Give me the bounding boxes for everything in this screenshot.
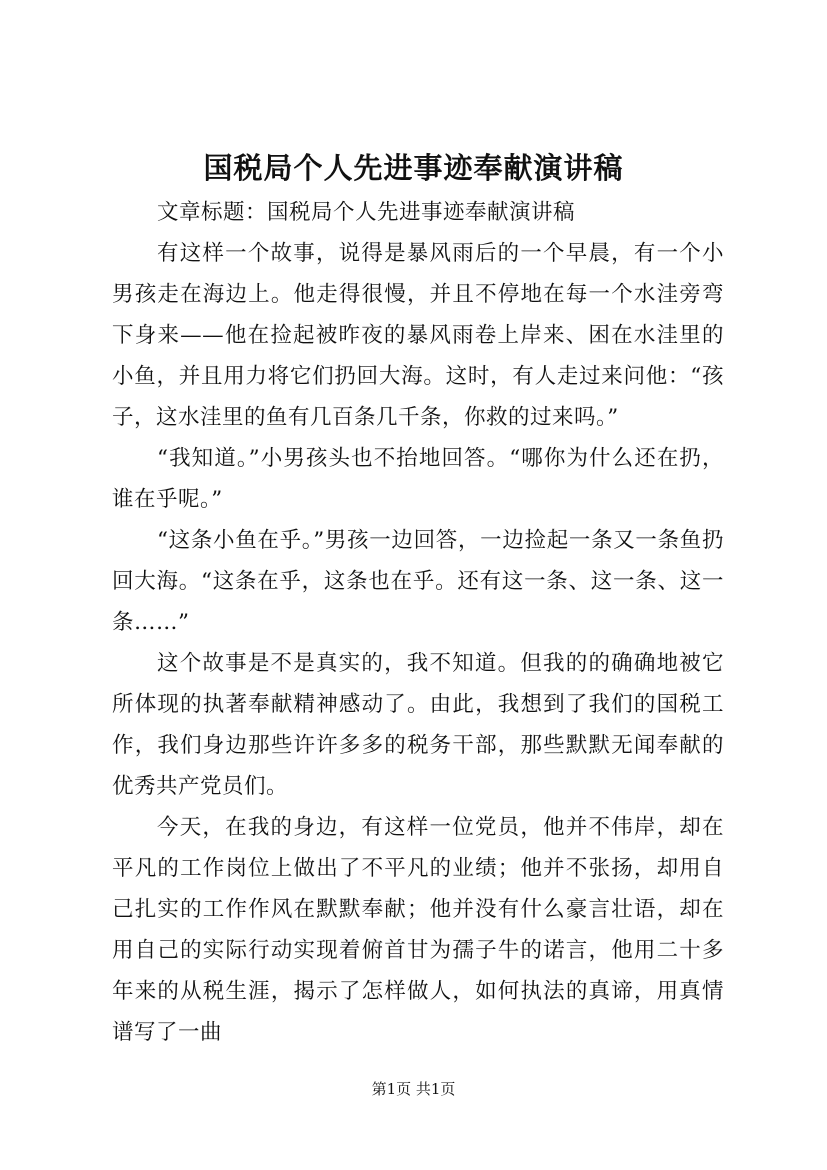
- paragraph-story-intro: 有这样一个故事，说得是暴风雨后的一个早晨，有一个小男孩走在海边上。他走得很慢，并且不停地在每一个水洼旁弯下身来——他在捡起被昨夜的暴风雨卷上岸来、困在水洼里的小鱼，并且用力将它们扔回大海。这时，有人走过来问他：“孩子，这水洼里的鱼有几百条几千条，你救的过来吗。”: [112, 241, 724, 430]
- paragraph-fish-cares: “这条小鱼在乎。”男孩一边回答，一边捡起一条又一条鱼扔回大海。“这条在乎，这条也在乎。还有这一条、这一条、这一条……”: [112, 528, 724, 635]
- paragraph-article-title: 文章标题：国税局个人先进事迹奉献演讲稿: [157, 200, 576, 225]
- paragraph-boy-reply: “我知道。”小男孩头也不抬地回答。“哪你为什么还在扔，谁在乎呢。”: [112, 446, 724, 512]
- paragraph-reflection: 这个故事是不是真实的，我不知道。但我的的确确地被它所体现的执著奉献精神感动了。由此，我想到了我们的国税工作，我们身边那些许许多多的税务干部，那些默默无闻奉献的优秀共产党员们。: [112, 651, 724, 799]
- paragraph-party-member: 今天，在我的身边，有这样一位党员，他并不伟岸，却在平凡的工作岗位上做出了不平凡的业绩；他并不张扬，却用自己扎实的工作作风在默默奉献；他并没有什么豪言壮语，却在用自己的实际行动实现着俯首甘为孺子牛的诺言，他用二十多年来的从税生涯，揭示了怎样做人，如何执法的真谛，用真情谱写了一曲: [112, 815, 724, 1045]
- document-body: [112, 192, 724, 1053]
- page-footer: 第1页 共1页: [371, 1080, 456, 1098]
- document-title: 国税局个人先进事迹奉献演讲稿: [203, 151, 624, 185]
